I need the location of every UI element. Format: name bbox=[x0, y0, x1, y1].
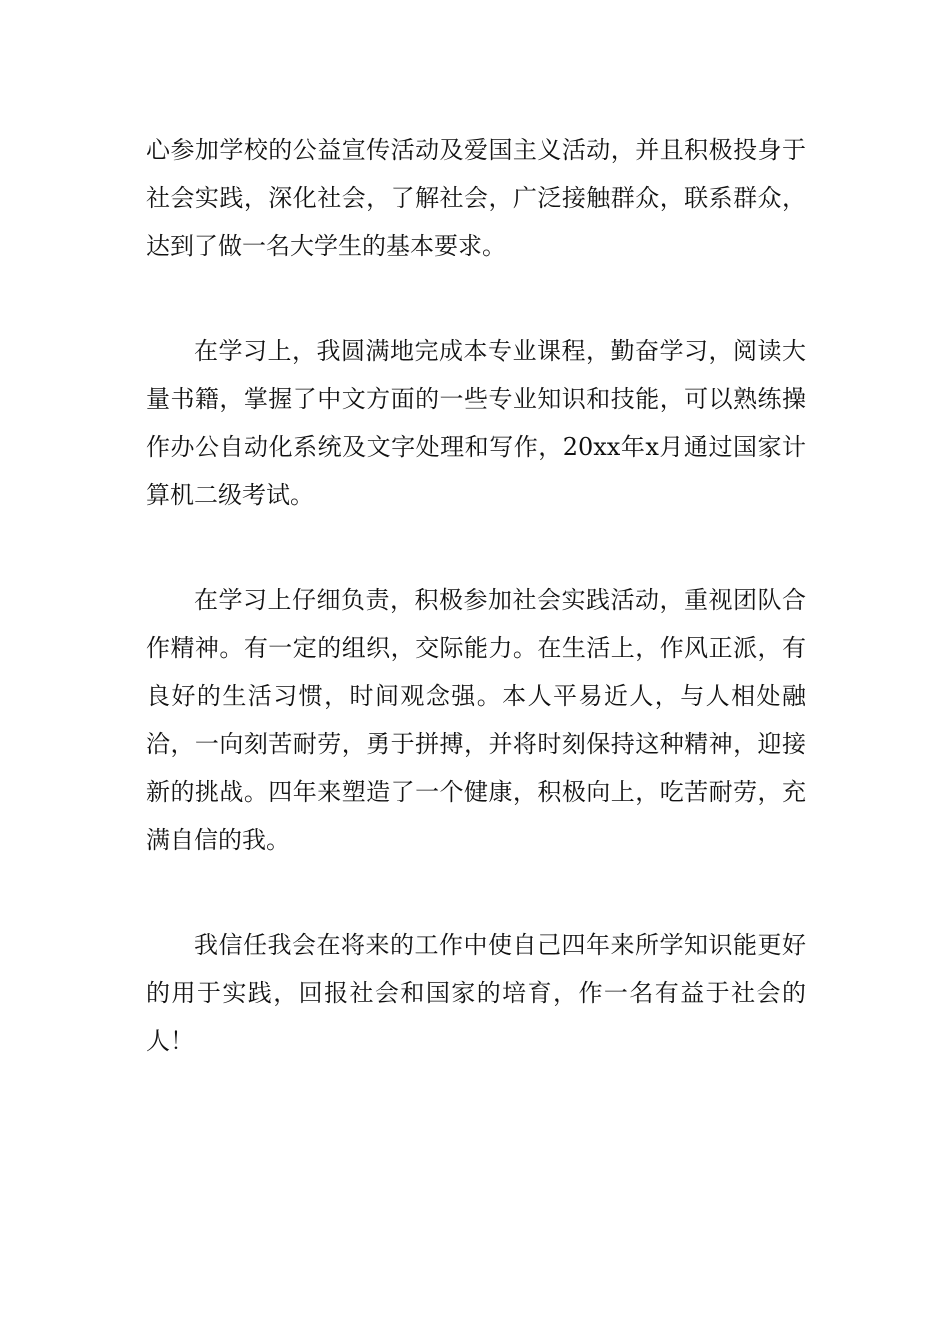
document-body bbox=[146, 126, 806, 1122]
paragraph-3: 在学习上仔细负责，积极参加社会实践活动，重视团队合作精神。有一定的组织，交际能力。在生活上，作风正派，有良好的生活习惯，时间观念强。本人平易近人，与人相处融洽，一向刻苦耐劳，勇于拼搏，并将时刻保持这种精神，迎接新的挑战。四年来塑造了一个健康，积极向上，吃苦耐劳，充满自信的我。 bbox=[146, 586, 806, 854]
paragraph-1: 心参加学校的公益宣传活动及爱国主义活动，并且积极投身于社会实践，深化社会，了解社会，广泛接触群众，联系群众，达到了做一名大学生的基本要求。 bbox=[146, 136, 806, 260]
paragraph-2: 在学习上，我圆满地完成本专业课程，勤奋学习，阅读大量书籍，掌握了中文方面的一些专业知识和技能，可以熟练操作办公自动化系统及文字处理和写作，20xx年x月通过国家计算机二级考试。 bbox=[146, 337, 806, 509]
paragraph-4: 我信任我会在将来的工作中使自己四年来所学知识能更好的用于实践，回报社会和国家的培育，作一名有益于社会的人！ bbox=[146, 931, 806, 1055]
